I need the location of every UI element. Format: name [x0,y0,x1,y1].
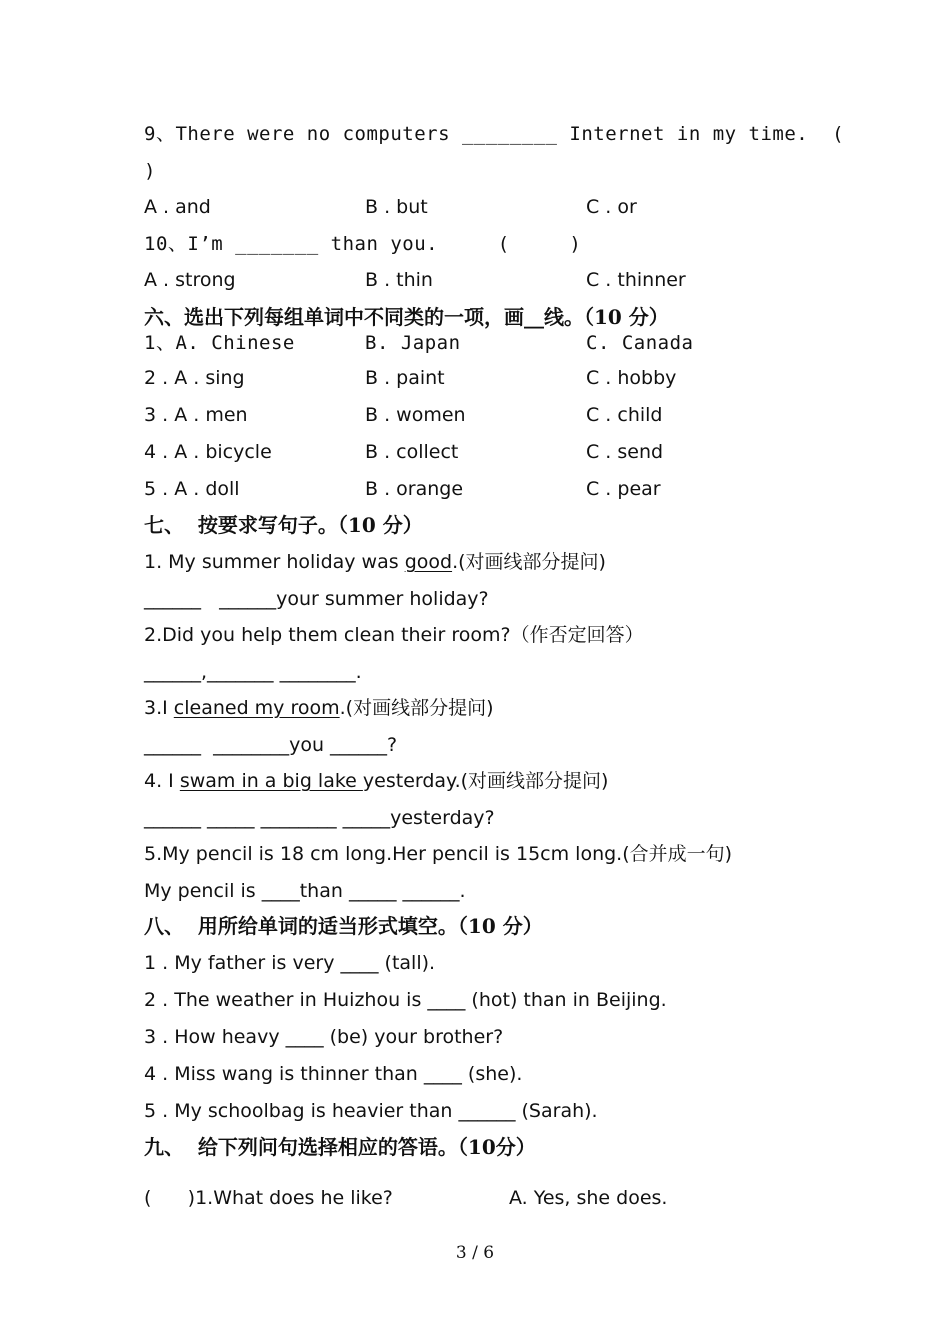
s6-row1-c: C. Canada [586,332,694,354]
q10-option-a: A . strong [144,269,236,291]
s6-row5-b: B . orange [365,478,464,500]
s8-item-4: 4 . Miss wang is thinner than ____ (she). [144,1063,523,1085]
s7-q4-text: 4. I [144,770,180,792]
s7-a2: ______,_______ ________. [144,661,362,683]
s6-row3-b: B . women [365,404,466,426]
s7-a1: ______ ______your summer holiday? [144,588,489,610]
s7-q2: 2.Did you help them clean their room?（作否定回答） [144,624,644,646]
s7-q1-instruction: .(对画线部分提问) [452,551,606,573]
s7-q1 [144,550,606,574]
s7-q3 [144,696,494,720]
s8-item-1: 1 . My father is very ____ (tall). [144,952,436,974]
section9-heading: 九、 给下列问句选择相应的答语。（10分） [144,1135,536,1159]
s9-q1: ( )1.What does he like? [144,1187,393,1209]
page-number: 3 / 6 [455,1243,495,1263]
s7-q5: 5.My pencil is 18 cm long.Her pencil is 15cm long.(合并成一句) [144,843,733,865]
s8-item-5: 5 . My schoolbag is heavier than ______ (Sarah). [144,1100,598,1122]
s7-q4 [144,769,608,793]
q9-answer-paren: ) [144,160,156,182]
s6-row1-a: 1、A. Chinese [144,332,295,354]
s7-q4-instruction: yesterday.(对画线部分提问) [362,770,609,792]
s7-q3-underlined: cleaned my room [173,697,340,719]
s6-row4-c: C . send [586,441,664,463]
s6-row4-b: B . collect [365,441,459,463]
s7-q3-instruction: .(对画线部分提问) [339,697,494,719]
s8-item-2: 2 . The weather in Huizhou is ____ (hot) than in Beijing. [144,989,667,1011]
s7-a3: ______ ________you ______? [144,734,398,756]
s6-row3-c: C . child [586,404,663,426]
section8-heading: 八、 用所给单词的适当形式填空。（10 分） [144,914,543,938]
s6-row2-a: 2 . A . sing [144,367,245,389]
s7-a5: My pencil is ____than _____ ______. [144,880,466,902]
s8-item-3: 3 . How heavy ____ (be) your brother? [144,1026,504,1048]
s6-row4-a: 4 . A . bicycle [144,441,272,463]
s7-q3-text: 3.I [144,697,174,719]
q10-option-b: B . thin [365,269,433,291]
q10-stem: 10、I’m _______ than you. ( ) [144,233,582,255]
s7-q4-underlined: swam in a big lake [179,770,363,792]
q9-option-b: B . but [365,196,428,218]
s7-q1-underlined: good [404,551,453,573]
s6-row2-b: B . paint [365,367,445,389]
s9-a1: A. Yes, she does. [509,1187,668,1209]
section7-heading: 七、 按要求写句子。（10 分） [144,513,423,537]
s6-row3-a: 3 . A . men [144,404,248,426]
s6-row5-a: 5 . A . doll [144,478,240,500]
s7-a4: ______ _____ ________ _____yesterday? [144,807,495,829]
q9-stem: 9、There were no computers ________ Internet in my time. ( [144,123,845,145]
q9-option-a: A . and [144,196,211,218]
q10-option-c: C . thinner [586,269,686,291]
s6-row2-c: C . hobby [586,367,677,389]
s6-row1-b: B. Japan [365,332,461,354]
s7-q1-text: 1. My summer holiday was [144,551,405,573]
section6-heading: 六、选出下列每组单词中不同类的一项，画__线。（10 分） [144,305,669,329]
s6-row5-c: C . pear [586,478,661,500]
q9-option-c: C . or [586,196,637,218]
